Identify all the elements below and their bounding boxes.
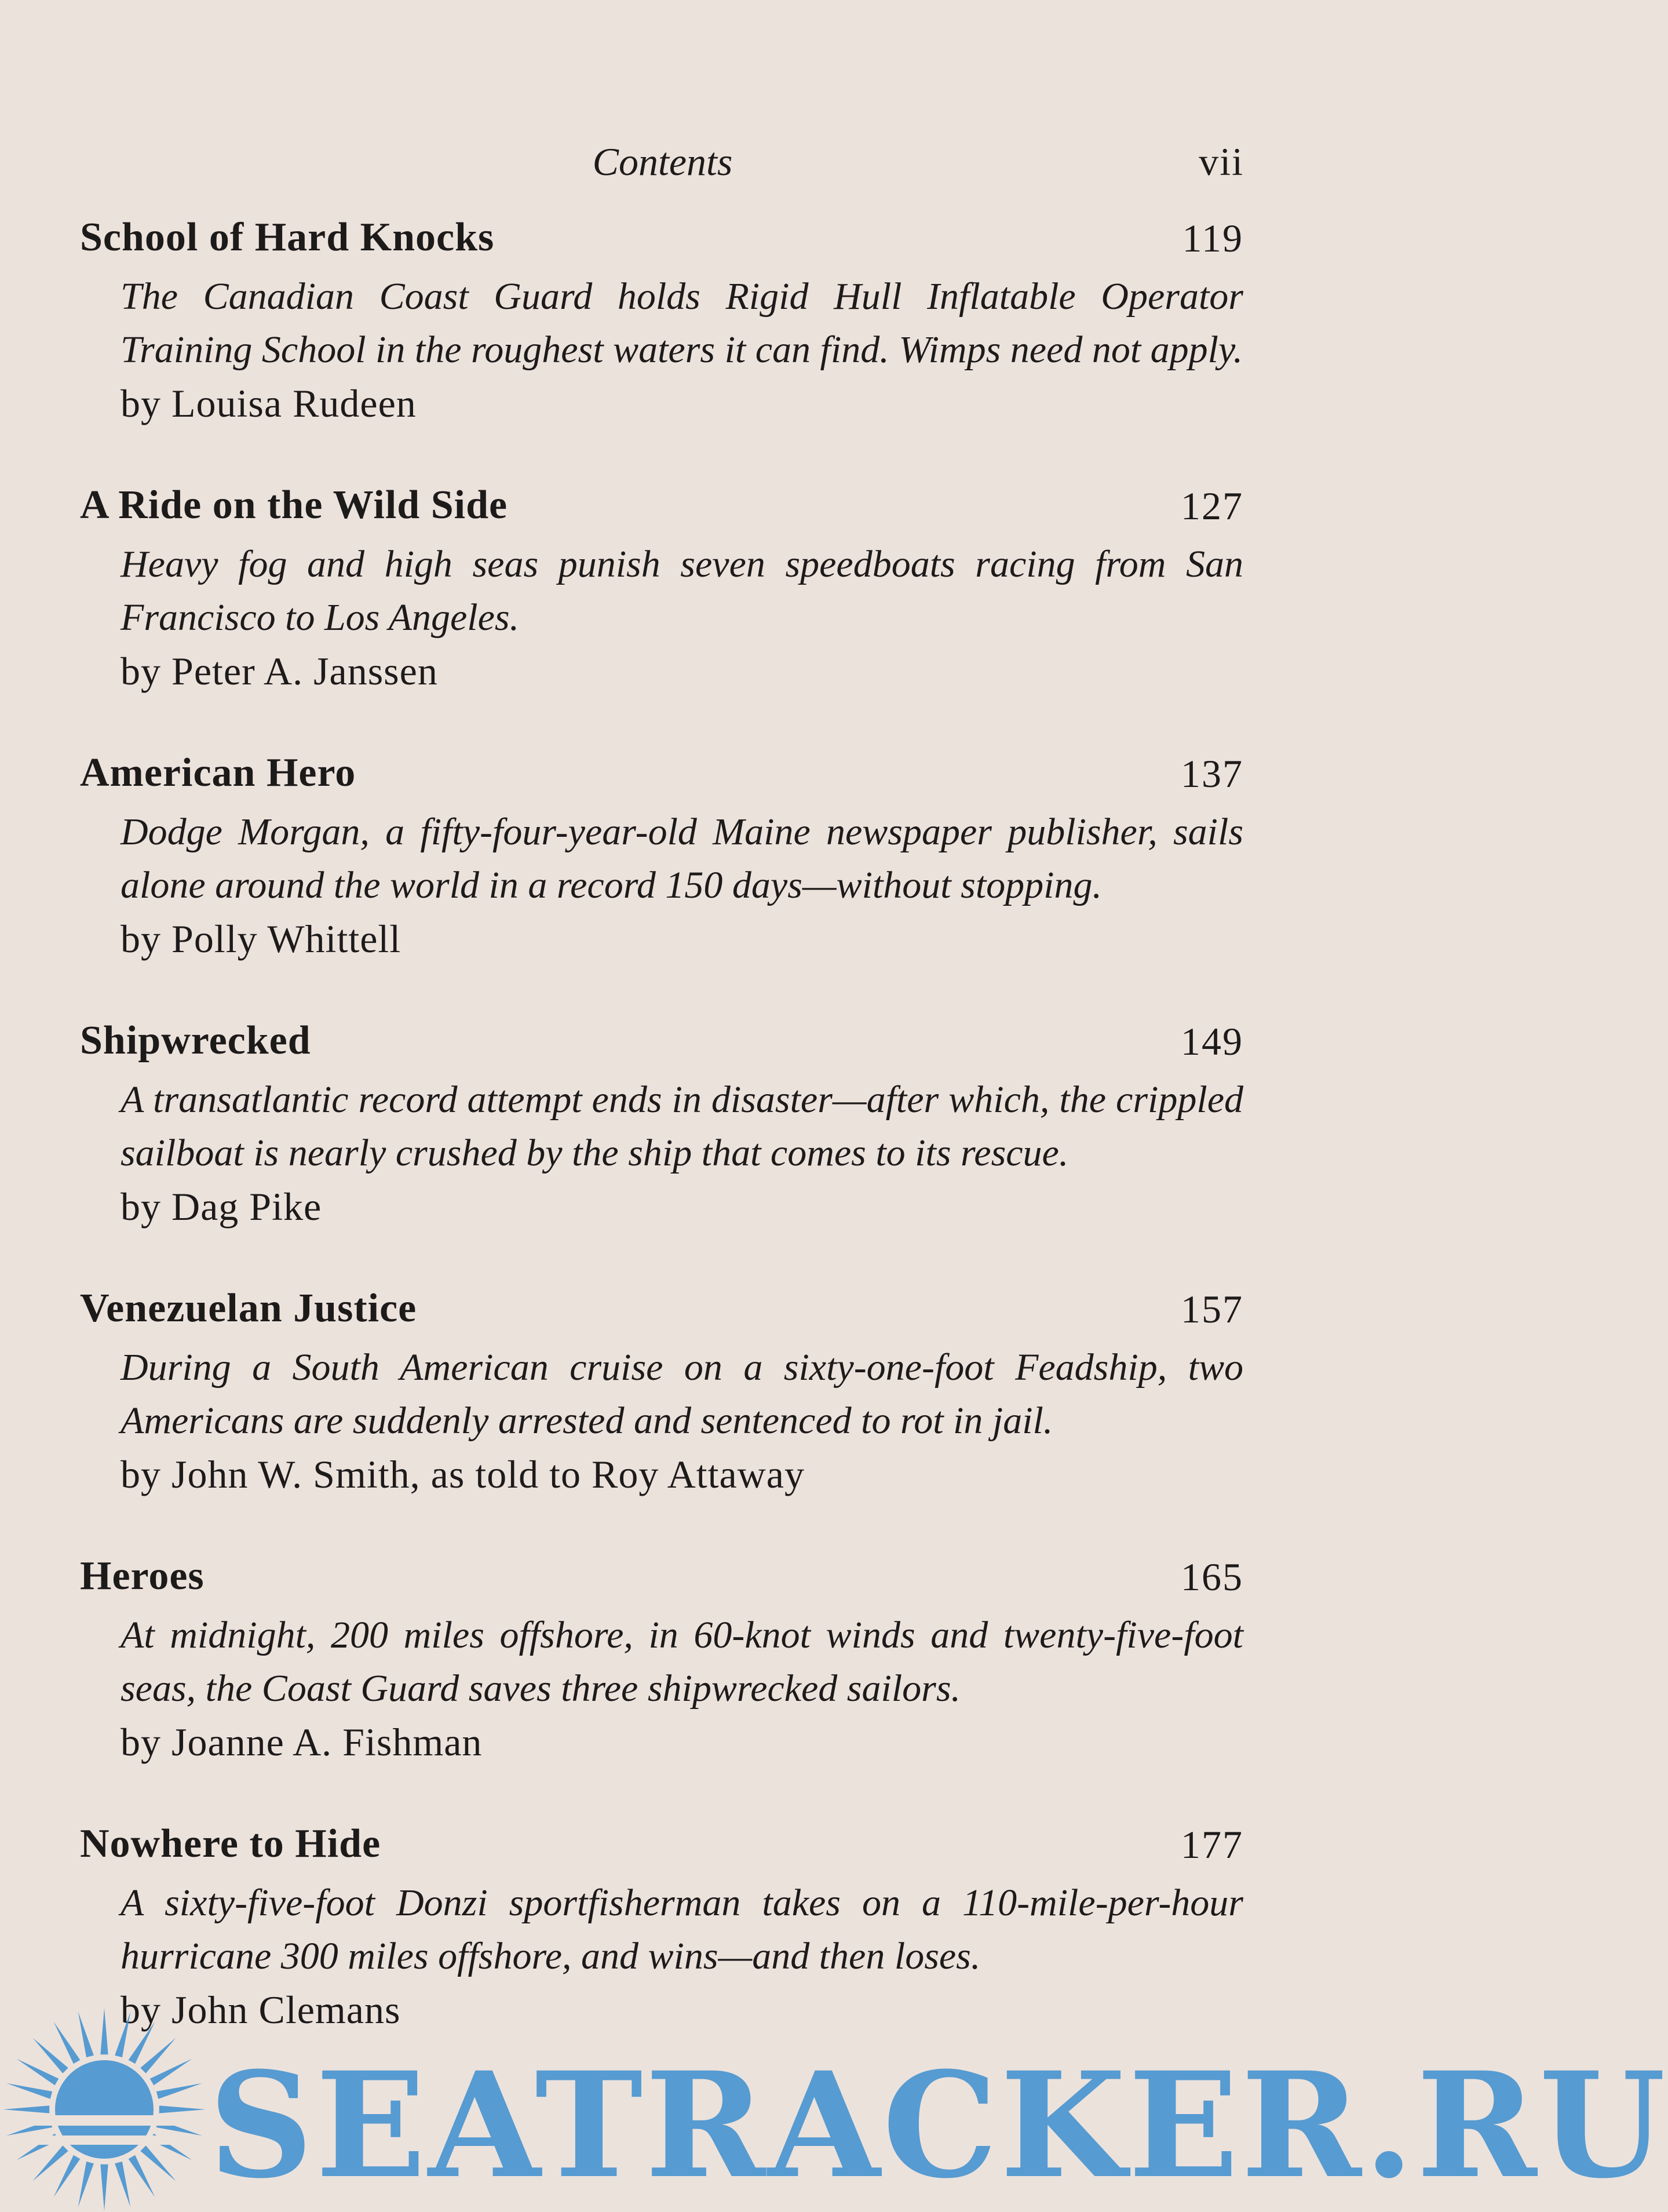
entry-author: by Louisa Rudeen <box>121 381 417 425</box>
sun-ray <box>32 2145 68 2181</box>
entry-description: Dodge Morgan, a fifty-four-year-old Maine newspaper publisher, sails alone around the world in a record 150 days—without stopping. <box>121 811 1243 906</box>
running-head <box>81 139 1244 191</box>
sun-ray <box>129 2021 155 2064</box>
entry-title: Shipwrecked <box>80 1018 311 1063</box>
entry-author: by John W. Smith, as told to Roy Attaway <box>121 1452 805 1496</box>
contents-entry <box>80 482 1243 698</box>
contents-entry <box>80 1018 1243 1233</box>
sun-ray <box>140 2038 176 2073</box>
sun-ray <box>3 2105 49 2113</box>
entry-description: A sixty-five-foot Donzi sportfisherman takes on a 110-mile-per-hour hurricane 300 miles offshore, and wins—and then loses. <box>121 1882 1243 1977</box>
sun-ray <box>100 2008 108 2054</box>
entry-title: A Ride on the Wild Side <box>80 483 508 527</box>
sun-ray <box>129 2155 155 2198</box>
entry-author: by Joanne A. Fishman <box>121 1720 483 1764</box>
entry-description: During a South American cruise on a sixty-one-foot Feadship, two Americans are suddenly arrested and sentenced to rot in jail. <box>121 1346 1243 1442</box>
entry-page-number: 165 <box>1181 1555 1243 1599</box>
entry-author: by Dag Pike <box>121 1185 322 1229</box>
sun-ray <box>6 2083 52 2099</box>
sun-ray <box>78 2162 94 2207</box>
sun-ray <box>54 2155 81 2198</box>
sun-ray <box>16 2059 59 2086</box>
watermark <box>0 2005 1668 2212</box>
entry-page-number: 119 <box>1182 216 1243 260</box>
entry-author: by Polly Whittell <box>121 917 402 961</box>
contents-entry <box>80 1821 1243 2036</box>
watermark-text: SEATRACKER.RU <box>209 2040 1668 2210</box>
sun-ray <box>115 2162 130 2207</box>
entry-description: Heavy fog and high seas punish seven speedboats racing from San Francisco to Los Angeles. <box>121 543 1243 639</box>
entry-author: by Peter A. Janssen <box>121 649 438 693</box>
running-head-title: Contents <box>592 140 733 184</box>
contents-entry <box>80 1285 1243 1501</box>
entry-description: The Canadian Coast Guard holds Rigid Hull Inflatable Operator Training School in the roughest waters it can find. Wimps need not apply. <box>121 275 1243 371</box>
entry-description: At midnight, 200 miles offshore, in 60-knot winds and twenty-five-foot seas, the Coast Guard saves three shipwrecked sailors. <box>121 1614 1243 1710</box>
entry-page-number: 157 <box>1181 1287 1243 1331</box>
sun-ray <box>54 2021 81 2064</box>
entry-page-number: 127 <box>1181 484 1243 528</box>
contents-entry <box>80 1553 1243 1769</box>
sun-ray <box>100 2164 108 2211</box>
entry-author: by John Clemans <box>121 1988 401 2032</box>
running-head-page-number: vii <box>1199 140 1244 184</box>
entry-title: Heroes <box>80 1554 205 1598</box>
sun-ray <box>159 2105 206 2113</box>
contents-list <box>80 214 1243 2089</box>
entry-title: American Hero <box>80 750 356 795</box>
entry-description: A transatlantic record attempt ends in disaster—after which, the crippled sailboat is nearly crushed by the ship that comes to its rescue. <box>121 1078 1243 1174</box>
entry-page-number: 177 <box>1181 1823 1243 1867</box>
entry-title: School of Hard Knocks <box>80 215 495 260</box>
entry-page-number: 149 <box>1181 1019 1243 1063</box>
entry-title: Nowhere to Hide <box>80 1821 381 1866</box>
sun-ray <box>140 2145 176 2181</box>
contents-entry <box>80 214 1243 430</box>
contents-entry <box>80 750 1243 965</box>
sun-ray <box>156 2083 202 2099</box>
sun-ray <box>32 2038 68 2073</box>
sun-ray <box>78 2011 94 2057</box>
entry-title: Venezuelan Justice <box>80 1286 417 1331</box>
sun-ray <box>115 2011 130 2057</box>
sun-ray <box>150 2059 192 2086</box>
sun-icon <box>0 2005 209 2212</box>
entry-page-number: 137 <box>1181 752 1243 796</box>
